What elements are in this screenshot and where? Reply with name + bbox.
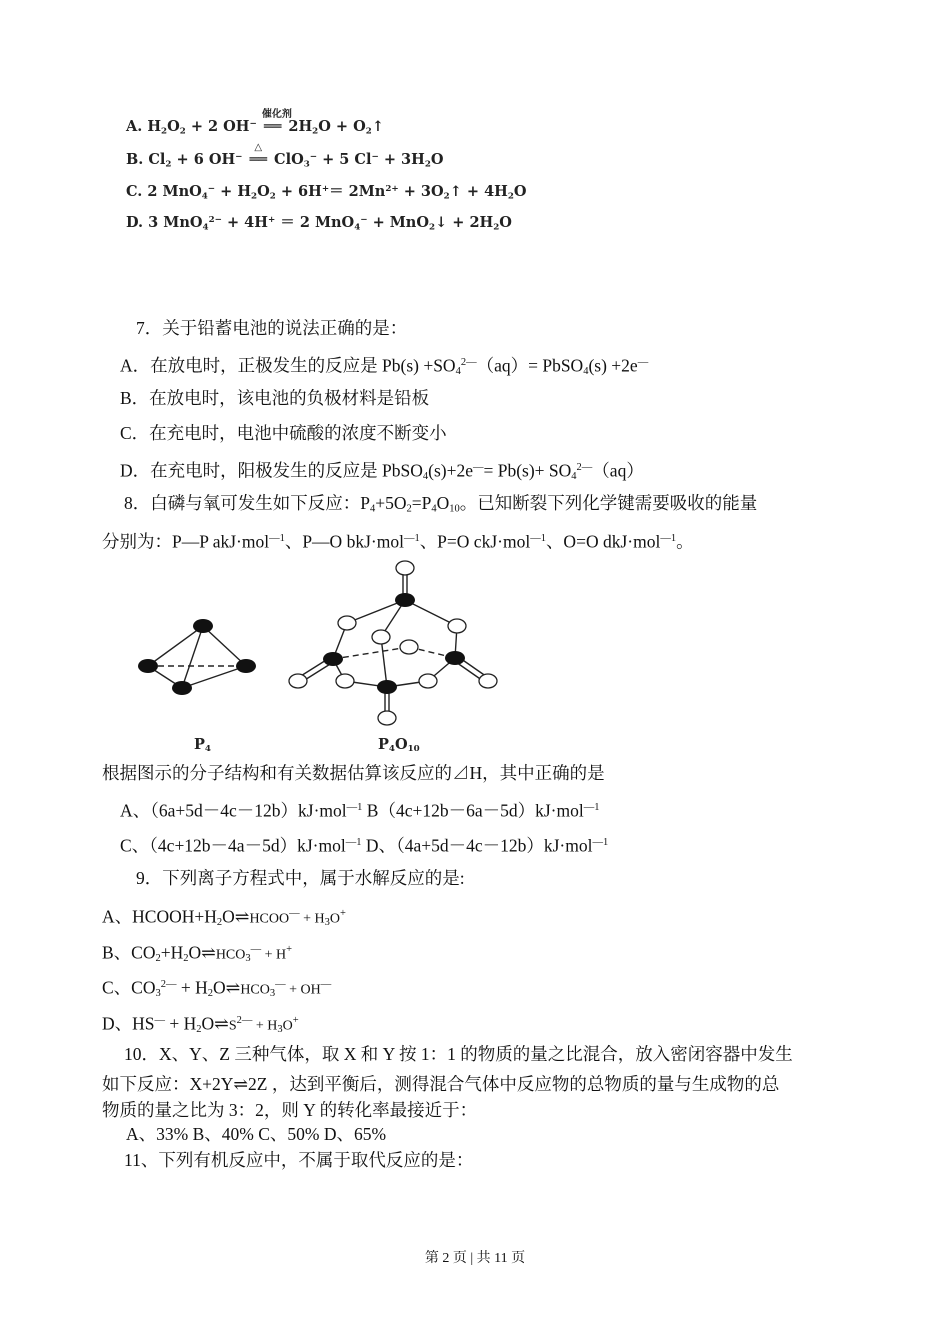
subscript: 4 <box>204 744 211 755</box>
text-run: P <box>194 736 205 753</box>
q10-options <box>126 1123 386 1145</box>
subscript: 2 <box>216 916 223 928</box>
p4-atoms <box>138 619 256 695</box>
p4o10-bonds <box>296 568 490 718</box>
text-run: 如下反应：X+2Y⇌2Z ，达到平衡后，测得混合气体中反应物的总物质的量与生成物的总 <box>102 1074 780 1094</box>
q9-option-b <box>102 939 292 970</box>
subscript: 2 <box>429 222 436 233</box>
superscript: — <box>275 979 286 990</box>
reaction-condition: 催化剂 <box>261 109 292 121</box>
q10-line2 <box>102 1073 779 1095</box>
subscript: 2 <box>443 191 450 202</box>
text-run: 8．白磷与氧可发生如下反应：P <box>124 493 370 513</box>
text-run: B（4c+12b－6a－5d）kJ·mol <box>362 800 584 821</box>
subscript: 2 <box>161 126 168 137</box>
text-run: （aq）= PbSO <box>476 355 584 376</box>
superscript: + <box>321 184 330 194</box>
subscript: 10 <box>449 503 460 515</box>
text-run: + H <box>215 183 252 201</box>
q8-options-cd <box>120 832 608 856</box>
reaction-condition: △ <box>254 142 263 154</box>
subscript: 2 <box>507 191 514 202</box>
subscript: 4 <box>388 744 395 755</box>
q10-line3 <box>102 1099 477 1121</box>
superscript: 2— <box>236 1015 253 1026</box>
text-run: O + O <box>318 118 366 136</box>
text-run: + 6H <box>275 183 322 201</box>
text-run: 7．关于铅蓄电池的说法正确的是： <box>136 318 408 338</box>
superscript: + <box>286 944 293 955</box>
subscript: 2 <box>493 222 500 233</box>
p4o10-oxygen-atoms <box>289 561 497 725</box>
subscript: 2 <box>406 503 412 515</box>
superscript: + <box>340 908 346 919</box>
reaction-condition-arrow: 催化剂 ══ <box>262 116 283 138</box>
text-run: A、（6a+5d－4c－12b）kJ·mol <box>120 800 347 821</box>
subscript: 2 <box>155 952 161 964</box>
subscript: 2 <box>207 987 213 999</box>
text-run: + 3O <box>398 183 444 201</box>
superscript: —1 <box>269 533 285 544</box>
q11-stem <box>124 1149 473 1171</box>
superscript: − <box>371 152 379 162</box>
text-run: C、（4c+12b－4a－5d）kJ·mol <box>120 835 346 856</box>
text-run: B. Cl <box>126 151 166 169</box>
text-run: A. H <box>126 118 162 136</box>
text-run: D、HS <box>102 1013 155 1034</box>
p4-bonds <box>148 626 246 688</box>
q9-option-a <box>102 903 346 934</box>
superscript: — <box>154 1015 166 1026</box>
text-run: A．在放电时，正极发生的反应是 Pb(s) +SO <box>120 355 456 376</box>
q9-option-d <box>102 1010 299 1041</box>
text-run: D、（4a+5d－4c－12b）kJ·mol <box>361 835 593 856</box>
text-run: + H <box>299 911 325 927</box>
q9-option-c <box>102 974 331 1005</box>
text-run: 9．下列离子方程式中，属于水解反应的是: <box>136 868 465 888</box>
text-run: = Pb(s)+ SO <box>483 460 572 481</box>
q8-question <box>102 762 605 784</box>
superscript: 2— <box>576 462 593 473</box>
text-run: + H <box>252 1018 278 1034</box>
subscript: 3 <box>155 987 161 999</box>
text-run: S <box>228 1018 237 1034</box>
subscript: 2 <box>165 159 172 170</box>
text-run: C. 2 MnO <box>126 183 202 201</box>
text-run: + H <box>165 1013 197 1034</box>
subscript: 4 <box>354 222 361 233</box>
subscript: 2 <box>179 126 186 137</box>
text-run: O <box>430 151 444 169</box>
superscript: — <box>637 357 649 368</box>
figure-label-p4o10 <box>378 734 420 760</box>
subscript: 2 <box>251 191 258 202</box>
text-run: O <box>329 911 340 927</box>
text-run: D．在充电时，阳极发生的反应是 PbSO <box>120 460 423 481</box>
text-run: 11、下列有机反应中，不属于取代反应的是： <box>124 1150 474 1170</box>
text-run: ＝ 2Mn <box>329 183 386 201</box>
subscript: 2 <box>183 952 189 964</box>
subscript: 2 <box>269 191 276 202</box>
subscript: 4 <box>422 470 429 482</box>
text-run: +5O <box>375 493 407 513</box>
superscript: + <box>267 215 276 225</box>
text-run: 、O=O dkJ·mol <box>545 531 661 552</box>
text-run: （aq） <box>592 460 644 481</box>
text-run: O⇌ <box>188 942 216 963</box>
subscript: 2 <box>365 126 372 137</box>
superscript: − <box>309 152 318 162</box>
text-run: + MnO <box>367 214 429 232</box>
subscript: 3 <box>303 159 310 170</box>
text-run: A、HCOOH+H <box>102 906 217 927</box>
superscript: 2+ <box>385 184 399 194</box>
reaction-condition-arrow: △ ══ <box>248 149 269 171</box>
subscript: 4 <box>369 503 376 515</box>
text-run: O <box>282 1018 293 1034</box>
q8-options-ab <box>120 797 599 821</box>
subscript: 4 <box>201 191 208 202</box>
text-run: (s) +2e <box>588 355 638 376</box>
subscript: 4 <box>583 365 589 377</box>
text-run: + 6 OH <box>171 151 236 169</box>
text-run: +H <box>160 942 184 963</box>
text-run: C、CO <box>102 977 156 998</box>
text-run: ↑ <box>371 118 384 136</box>
text-run: O <box>499 214 512 232</box>
superscript: —1 <box>403 533 420 544</box>
superscript: 2— <box>160 979 177 990</box>
text-run: (s)+2e <box>428 460 473 481</box>
text-run: + OH <box>285 982 321 998</box>
superscript: − <box>235 152 243 162</box>
superscript: — <box>472 462 484 473</box>
text-run: 。 <box>676 531 694 552</box>
text-run: + 2 OH <box>185 118 250 136</box>
text-run: C．在充电时，电池中硫酸的浓度不断变小 <box>120 423 447 443</box>
text-run: + 5 Cl <box>317 151 372 169</box>
text-run: =P <box>411 493 432 513</box>
superscript: —1 <box>345 837 362 848</box>
subscript: 3 <box>245 952 251 964</box>
superscript: — <box>289 908 300 919</box>
superscript: —1 <box>592 837 609 848</box>
superscript: 2− <box>208 215 222 225</box>
text-run: 、P=O ckJ·mol <box>419 531 531 552</box>
text-run: 根据图示的分子结构和有关数据估算该反应的⊿H，其中正确的是 <box>102 763 605 783</box>
text-run: + H <box>176 977 208 998</box>
text-run: + 4H <box>221 214 268 232</box>
subscript: 3 <box>324 916 330 928</box>
subscript: 4 <box>202 222 209 233</box>
superscript: — <box>320 979 332 990</box>
superscript: − <box>360 215 368 225</box>
subscript: 4 <box>455 365 461 377</box>
page-footer: 第 2 页 | 共 11 页 <box>424 1251 526 1266</box>
text-run: ↑ + 4H <box>449 183 508 201</box>
text-run: HCOO <box>249 911 290 927</box>
text-run: 物质的量之比为 3：2，则 Y 的转化率最接近于： <box>102 1100 478 1120</box>
text-run: 。已知断裂下列化学键需要吸收的能量 <box>459 493 758 513</box>
subscript: 3 <box>277 1023 283 1035</box>
superscript: − <box>207 184 216 194</box>
text-run: O <box>257 183 270 201</box>
superscript: 2— <box>460 357 477 368</box>
text-run: O⇌ <box>222 906 250 927</box>
subscript: 10 <box>407 744 420 755</box>
superscript: —1 <box>583 802 600 813</box>
q9-stem <box>136 867 465 889</box>
subscript: 4 <box>431 503 437 515</box>
text-run: D. 3 MnO <box>126 214 203 232</box>
text-run: O <box>436 493 450 513</box>
text-run: HCO <box>215 947 246 963</box>
text-run: A、33% B、40% C、50% D、65% <box>126 1124 387 1144</box>
text-run: ＝ 2 MnO <box>275 214 355 232</box>
subscript: 3 <box>269 987 276 999</box>
text-run: O <box>513 183 527 201</box>
text-run: O⇌ <box>201 1013 229 1034</box>
text-run: ClO <box>268 151 304 169</box>
subscript: 2 <box>424 159 431 170</box>
text-run: 2H <box>283 118 313 136</box>
superscript: − <box>249 119 257 129</box>
subscript: 2 <box>196 1023 202 1035</box>
text-run: 、P—O bkJ·mol <box>284 531 404 552</box>
text-run: 10．X、Y、Z 三种气体，取 X 和 Y 按 1：1 的物质的量之比混合，放入密闭容器中发生 <box>124 1044 793 1064</box>
superscript: —1 <box>530 533 546 544</box>
text-run: + H <box>261 947 287 963</box>
text-run: HCO <box>240 982 270 998</box>
superscript: —1 <box>660 533 677 544</box>
text-run: O <box>167 118 180 136</box>
text-run: O⇌ <box>213 977 241 998</box>
text-run: O <box>394 736 408 753</box>
superscript: —1 <box>346 802 363 813</box>
text-run: ↓ + 2H <box>435 214 494 232</box>
figure-label-p4 <box>194 734 211 760</box>
superscript: — <box>250 944 262 955</box>
text-run: + 3H <box>378 151 425 169</box>
text-run: B．在放电时，该电池的负极材料是铅板 <box>120 388 430 408</box>
q10-line1 <box>124 1043 793 1065</box>
text-run: P <box>378 736 389 753</box>
superscript: + <box>292 1015 299 1026</box>
subscript: 2 <box>312 126 319 137</box>
text-run: B、CO <box>102 942 156 963</box>
subscript: 4 <box>571 470 577 482</box>
text-run: 分别为：P—P akJ·mol <box>102 531 270 552</box>
